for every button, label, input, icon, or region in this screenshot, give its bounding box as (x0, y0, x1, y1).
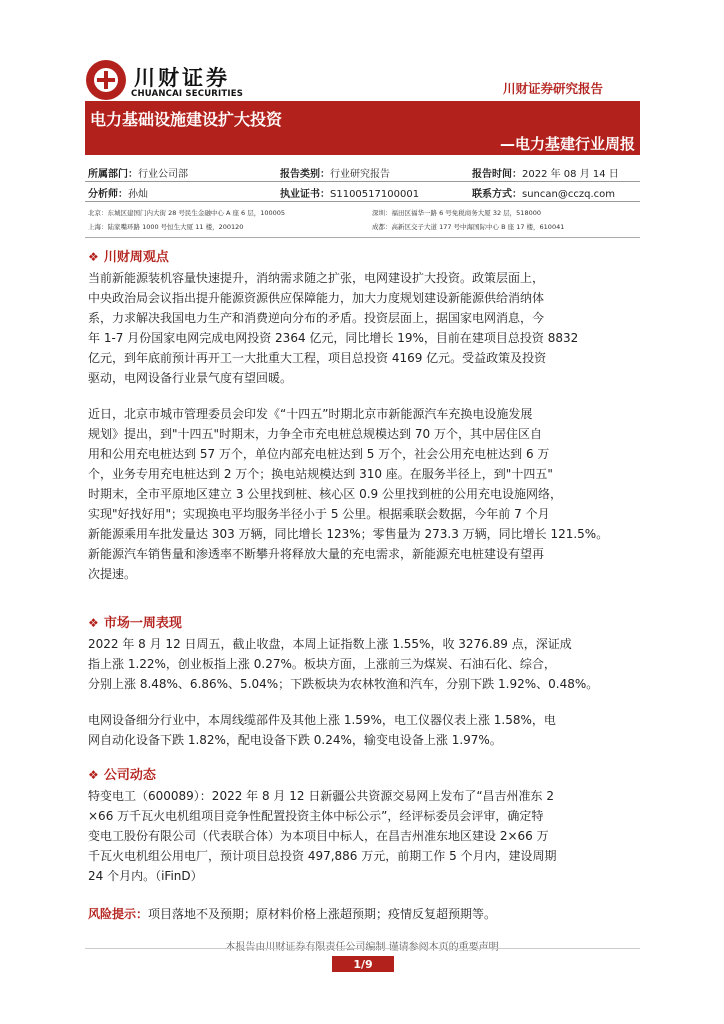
address-shanghai: 上海：陆家嘴环路 1000 号恒生大厦 11 楼，200120 (88, 223, 244, 231)
diamond-bullet-icon: ❖ (88, 250, 99, 264)
info-date: 报告时间：2022 年 08 月 14 日 (472, 169, 619, 180)
address-shenzhen: 深圳：福田区福华一路 6 号免税商务大厦 32 层，518000 (372, 209, 541, 217)
company-logo-icon (86, 60, 126, 100)
info-type: 报告类别：行业研究报告 (280, 169, 390, 180)
footer-disclaimer (0, 938, 724, 953)
section-company-heading: ❖ 公司动态 (88, 768, 156, 783)
brand-name-en: CHUANCAI SECURITIES (131, 89, 244, 99)
address-chengdu: 成都：高新区交子大道 177 号中海国际中心 B 座 17 楼，610041 (372, 223, 565, 231)
info-divider (85, 181, 640, 182)
info-contact: 联系方式：suncan@cczq.com (472, 189, 615, 200)
market-paragraph-2: 电网设备细分行业中，本周线缆部件及其他上涨 1.59%，电工仪器仪表上涨 1.58%，电 网自动化设备下跌 1.82%，配电设备下跌 0.24%，输变电设备上涨 1.97%。 (88, 713, 556, 747)
address-divider (85, 237, 640, 238)
view-paragraph-2: 近日，北京市城市管理委员会印发《“十四五”时期北京市新能源汽车充换电设施发展 规划》提出，到"十四五"时期末，力争全市充电桩总规模达到 70 万个，其中居住区自 用和公用充电桩达到 57 万个，单位内部充电桩达到 5 万个，社会公用充电桩达到 6 万 个，业务专用充电桩达到 2 万个；换电站规模达到 310 座。在服务半径上，到"十四五" 时期末，全市平原地区建立 3 公里找到桩、核心区 0.9 公里找到桩的公用充电设施网络， 实现"好找好用"；实现换电平均服务半径小于 5 公里。根据乘联会数据，今年前 7 个月 新能源乘用车批发量达 303 万辆，同比增长 123%；零售量为 273.3 万辆，同比增长 121.5%。 新能源汽车销售量和渗透率不断攀升将释放大量的充电需求，新能源充电桩建设有望再 次提速。 (88, 407, 609, 581)
address-beijing: 北京：东城区建国门内大街 28 号民生金融中心 A 座 6 层，100005 (88, 209, 286, 217)
brand-name-cn: 川财证券 (134, 66, 230, 90)
market-paragraph-1: 2022 年 8 月 12 日周五，截止收盘，本周上证指数上涨 1.55%，收 3276.89 点，深证成 指上涨 1.22%，创业板指上涨 0.27%。板块方面，上涨前三为煤炭、石油石化、综合， 分别上涨 8.48%、6.86%、5.04%；下跌板块为农林牧渔和汽车，分别下跌 1.92%、0.48%。 (88, 637, 599, 691)
report-title: 电力基础设施建设扩大投资 (90, 110, 283, 129)
view-paragraph-1: 当前新能源装机容量快速提升，消纳需求随之扩张，电网建设扩大投资。政策层面上， 中央政治局会议指出提升能源资源供应保障能力，加大力度规划建设新能源供给消纳体 系，力求解决我国电力生产和消费逆向分布的矛盾。投资层面上，据国家电网消息，今 年 1-7 月份国家电网完成电网投资 2364 亿元，同比增长 19%，目前在建项目总投资 8832 亿元，到年底前预计再开工一大批重大工程，项目总投资 4169 亿元。受益政策及投资 驱动，电网设备行业景气度有望回暖。 (88, 271, 579, 385)
info-dept: 所属部门：行业公司部 (88, 169, 188, 180)
info-cert: 执业证书：S1100517100001 (280, 189, 420, 200)
report-subtitle: —电力基建行业周报 (500, 135, 636, 153)
info-analyst: 分析师：孙灿 (88, 189, 148, 200)
footer-divider (85, 948, 640, 949)
company-paragraph: 特变电工（600089）：2022 年 8 月 12 日新疆公共资源交易网上发布了“昌吉州准东 2 ×66 万千瓦火电机组项目竞争性配置投资主体中标公示”，经评标委员会评审，确定特 变电工股份有限公司（代表联合体）为本项目中标人，在昌吉州准东地区建设 2×66 万 千瓦火电机组公用电厂，预计项目总投资 497,886 万元，前期工作 5 个月内，建设周期 24 个月内。（iFinD） (88, 789, 557, 883)
diamond-bullet-icon: ❖ (88, 768, 99, 782)
report-tag-label: 川财证券研究报告 (503, 81, 604, 96)
report-tag (503, 79, 603, 97)
risk-warning: 风险提示：项目落地不及预期；原材料价格上涨超预期；疫情反复超预期等。 (88, 907, 497, 921)
section-view-heading: ❖ 川财周观点 (88, 250, 169, 265)
section-market-heading: ❖ 市场一周表现 (88, 616, 182, 631)
page-number: 1/9 (353, 958, 373, 971)
diamond-bullet-icon: ❖ (88, 616, 99, 630)
info-divider (85, 201, 640, 202)
